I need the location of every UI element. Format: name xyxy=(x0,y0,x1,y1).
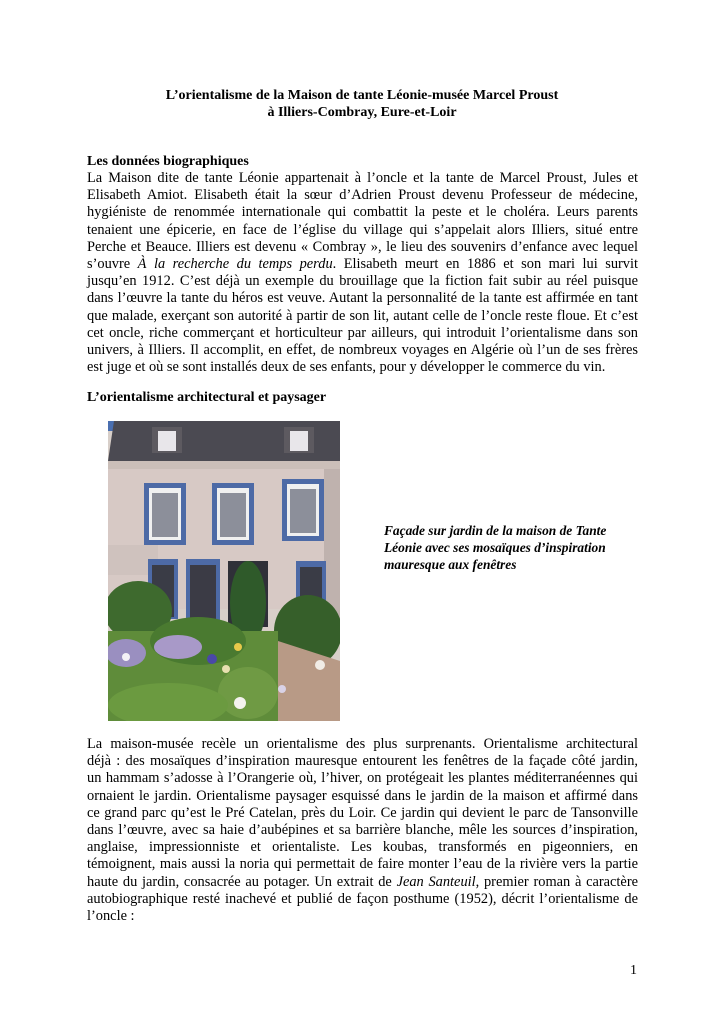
text-fragment: s’ouvre xyxy=(87,256,138,273)
text-line: ce grand parc qu’est le Pré Catelan, près du Loir. Ce jardin qui devient le parc de Tansonville xyxy=(87,804,638,821)
text-fragment: haute du jardin, consacrée au potager. Un extrait de xyxy=(87,873,397,890)
text-line: anglaise, impressionniste et orientaliste. Les koubas, transformés en pigeonniers, en xyxy=(87,839,638,856)
book-title: Jean Santeuil xyxy=(396,873,476,890)
text-line: ornaient le jardin. Orientalisme paysager esquissé dans le jardin de la maison et affirmé dans xyxy=(87,787,638,804)
text-line: La Maison dite de tante Léonie appartenait à l’oncle et la tante de Marcel Proust, Jules et xyxy=(87,170,638,186)
section-heading-orientalism: L’orientalisme architectural et paysager xyxy=(87,390,327,405)
text-line: Perche et Beauce. Illiers est devenu « Combray », le lieu des souvenirs d’enfance avec lequel xyxy=(87,238,638,255)
text-fragment: , premier roman à caractère xyxy=(475,873,638,890)
text-line: que malade, exerçant son autorité à partir de son lit, autant celle de l’oncle reste floue. Et c’est xyxy=(87,307,638,324)
page-number: 1 xyxy=(630,963,637,978)
text-line: l’oncle : xyxy=(87,908,135,925)
text-line: dans l’œuvre la tante du héros est veuve. Autant la personnalité de la tante est affirmée en tant xyxy=(87,290,638,307)
photo-caption: Façade sur jardin de la maison de Tante Léonie avec ses mosaïques d’inspiration mauresque aux fenêtres xyxy=(384,523,607,572)
text-line: jusqu’en 1912. C’est déjà un exemple du brouillage que la fiction fait subir au réel puisque xyxy=(87,273,638,290)
text-line: un hammam s’adosse à l’Orangerie où, l’hiver, on protégeait les plantes méditerranéennes qui xyxy=(87,770,638,787)
text-line-with-title xyxy=(87,256,638,273)
text-line: Elisabeth Amiot. Elisabeth était la sœur d’Adrien Proust devenu Professeur de médecine, xyxy=(87,187,638,204)
text-line: déjà : des mosaïques d’inspiration mauresque entourent les fenêtres de la façade côté jardin, xyxy=(87,753,638,770)
book-title: À la recherche du temps perdu xyxy=(137,256,333,273)
text-line: dans l’œuvre, avec sa haie d’aubépines et sa barrière blanche, mêle les sources d’inspiration, xyxy=(87,822,638,839)
text-line: autobiographique resté inachevé et publié de façon posthume (1952), décrit l’orientalisme de xyxy=(87,890,638,907)
text-fragment: . Elisabeth meurt en 1886 et son mari lui survit xyxy=(332,256,638,273)
text-line: tenaient une épicerie, en face de l’église du village qui s’appelait alors Illiers, situé entre xyxy=(87,221,638,238)
paragraph-biography xyxy=(87,170,638,376)
text-line: La maison-musée recèle un orientalisme des plus surprenants. Orientalisme architectural xyxy=(87,736,638,752)
text-line: univers, à Illiers. Il accomplit, en effet, de nombreux voyages en Algérie où l’un de ses frères xyxy=(87,342,638,359)
text-line: hygiéniste de renommée internationale qui combattit la peste et le choléra. Leurs parents xyxy=(87,204,638,221)
document-title-line-2: à Illiers-Combray, Eure-et-Loir xyxy=(267,105,457,120)
document-title-line-1: L’orientalisme de la Maison de tante Léonie-musée Marcel Proust xyxy=(165,88,559,103)
text-line-with-title xyxy=(87,874,638,891)
section-heading-biography: Les données biographiques xyxy=(87,154,249,169)
house-facade-photo xyxy=(108,421,340,721)
paragraph-museum xyxy=(87,736,638,925)
text-line: témoignent, mais aussi la noria qui permettait de faire monter l’eau de la rivière vers la partie xyxy=(87,856,638,873)
text-line: est juge et où se sont installés deux de ses enfants, pour y développer le commerce du vin. xyxy=(87,359,606,376)
text-line: cet oncle, riche commerçant et horticulteur par ailleurs, qui introduit l’orientalisme dans son xyxy=(87,324,638,341)
